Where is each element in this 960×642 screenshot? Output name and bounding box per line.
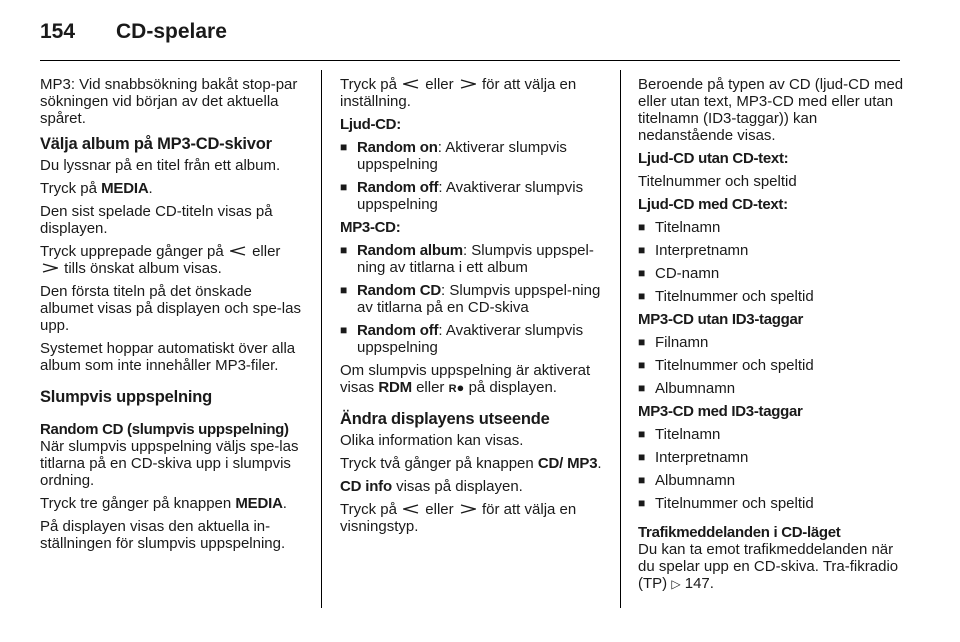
page-reference[interactable]: 147. — [684, 575, 714, 592]
arrow-left-icon — [230, 246, 246, 256]
paragraph: Tryck på MEDIA. — [40, 180, 153, 197]
section-heading: Ändra displayens utseende — [340, 410, 550, 428]
paragraph: Tryck två gånger på knappen CD/ MP3. — [340, 455, 602, 472]
arrow-right-icon — [460, 504, 476, 514]
paragraph: När slumpvis uppspelning väljs spe-las titlarna på en CD-skiva upp i slumpvis ordning. — [40, 438, 299, 489]
arrow-left-icon — [403, 79, 419, 89]
list-item: ■ Titelnummer och speltid — [638, 495, 904, 512]
paragraph: Den sist spelade CD-titeln visas på displayen. — [40, 203, 273, 237]
paragraph: Tryck tre gånger på knappen MEDIA. — [40, 495, 287, 512]
paragraph: MP3: Vid snabbsökning bakåt stop-par sökningen vid början av det aktuella spåret. — [40, 76, 298, 127]
page-reference-icon: ▷ — [671, 577, 681, 591]
list-item: ■ Random CD: Slumpvis uppspel-ning av titlarna på en CD-skiva — [340, 282, 602, 316]
column-1 — [40, 76, 306, 558]
list-item: ■ CD-namn — [638, 265, 904, 282]
list-item: ■ Random album: Slumpvis uppspel-ning av titlarna i ett album — [340, 242, 602, 276]
list-item: ■ Titelnamn — [638, 426, 904, 443]
button-name: CD/ MP3 — [537, 455, 598, 472]
paragraph: Den första titeln på det önskade albumet visas på displayen och spe-las upp. — [40, 283, 301, 334]
list-item: ■ Filnamn — [638, 334, 904, 351]
column-divider-2 — [620, 70, 621, 608]
subheading-label: Ljud-CD med CD-text: — [638, 196, 788, 213]
paragraph: Om slumpvis uppspelning är aktiverat visas RDM eller R● på displayen. — [340, 362, 591, 396]
column-2 — [340, 76, 602, 541]
list-item: ■ Random off: Avaktiverar slumpvis uppspelning — [340, 179, 602, 213]
subheading-label: Ljud-CD utan CD-text: — [638, 150, 789, 167]
page-header — [40, 20, 227, 48]
arrow-left-icon — [403, 504, 419, 514]
column-divider-1 — [321, 70, 322, 608]
paragraph: Beroende på typen av CD (ljud-CD med eller utan text, MP3-CD med eller utan titelnamn (ID3-taggar)) kan nedanstående visas. — [638, 76, 904, 144]
button-name: MEDIA — [101, 180, 149, 197]
paragraph: Tryck på eller för att välja en visningstyp. — [340, 501, 577, 535]
paragraph: Olika information kan visas. — [340, 432, 524, 449]
paragraph: Du kan ta emot trafikmeddelanden när du spelar upp en CD-skiva. Tra-fikradio (TP) ▷ 147. — [638, 541, 899, 592]
button-name: MEDIA — [235, 495, 283, 512]
section-heading: Välja album på MP3-CD-skivor — [40, 135, 272, 153]
page-title: CD-spelare — [116, 20, 227, 43]
list-item: ■ Titelnamn — [638, 219, 904, 236]
list-item: ■ Albumnamn — [638, 472, 904, 489]
paragraph: Tryck på eller för att välja en inställning. — [340, 76, 577, 110]
subheading-label: MP3-CD utan ID3-taggar — [638, 311, 804, 328]
subheading-label: MP3-CD med ID3-taggar — [638, 403, 803, 420]
column-3 — [638, 76, 904, 599]
arrow-right-icon — [460, 79, 476, 89]
subheading-label: Trafikmeddelanden i CD-läget — [638, 524, 841, 541]
subheading-label: Ljud-CD: — [340, 116, 401, 133]
list-item: ■ Random off: Avaktiverar slumpvis uppspelning — [340, 322, 602, 356]
list-item: ■ Interpretnamn — [638, 449, 904, 466]
paragraph: Systemet hoppar automatiskt över alla album som inte innehåller MP3-filer. — [40, 340, 296, 374]
random-play-icon: R● — [448, 380, 465, 395]
page-number: 154 — [40, 20, 76, 43]
paragraph: På displayen visas den aktuella in-ställningen för slumpvis uppspelning. — [40, 518, 286, 552]
paragraph: Du lyssnar på en titel från ett album. — [40, 157, 281, 174]
paragraph: CD info visas på displayen. — [340, 478, 523, 495]
subheading-label: Random CD (slumpvis uppspelning) — [40, 421, 289, 438]
list-item: ■ Albumnamn — [638, 380, 904, 397]
header-divider — [40, 60, 900, 61]
subheading-label: MP3-CD: — [340, 219, 401, 236]
arrow-right-icon — [42, 263, 58, 273]
paragraph: Titelnummer och speltid — [638, 173, 797, 190]
list-item: ■ Interpretnamn — [638, 242, 904, 259]
list-item: ■ Titelnummer och speltid — [638, 357, 904, 374]
list-item: ■ Random on: Aktiverar slumpvis uppspelning — [340, 139, 602, 173]
paragraph: Tryck upprepade gånger på eller tills önskat album visas. — [40, 243, 281, 277]
section-heading: Slumpvis uppspelning — [40, 388, 213, 406]
list-item: ■ Titelnummer och speltid — [638, 288, 904, 305]
